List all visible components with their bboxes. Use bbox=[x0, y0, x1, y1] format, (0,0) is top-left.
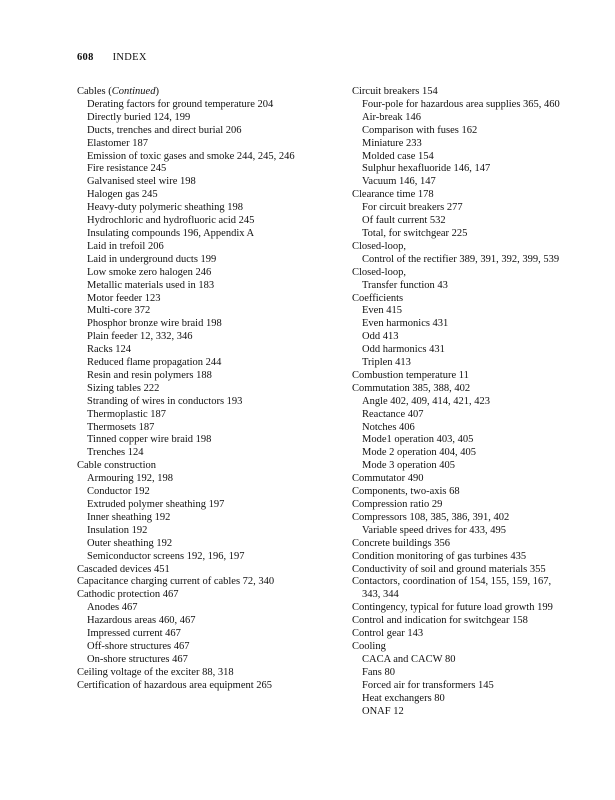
entry-text: Heat exchangers 80 bbox=[362, 692, 445, 704]
entry-text: Variable speed drives for 433, 495 bbox=[362, 524, 507, 536]
entry-text: Ducts, trenches and direct burial 206 bbox=[87, 124, 242, 136]
index-column-left bbox=[77, 86, 339, 693]
entry-text: Anodes 467 bbox=[87, 602, 138, 614]
index-subentry bbox=[77, 228, 339, 241]
entry-text: Sizing tables 222 bbox=[87, 382, 160, 394]
index-subentry bbox=[77, 112, 339, 125]
entry-text: Triplen 413 bbox=[362, 357, 411, 369]
index-subentry bbox=[352, 280, 567, 293]
entry-text: Closed-loop, bbox=[352, 240, 406, 252]
index-subentry bbox=[352, 163, 567, 176]
index-subentry bbox=[352, 151, 567, 164]
index-subentry bbox=[352, 357, 567, 370]
index-entry bbox=[352, 383, 567, 396]
index-entry bbox=[77, 667, 339, 680]
index-subentry bbox=[77, 344, 339, 357]
entry-text: Resin and resin polymers 188 bbox=[87, 369, 212, 381]
index-subentry bbox=[77, 241, 339, 254]
page-title: INDEX bbox=[112, 52, 147, 63]
index-subentry bbox=[77, 99, 339, 112]
index-subentry bbox=[352, 99, 567, 112]
entry-text: Control gear 143 bbox=[352, 628, 424, 640]
entry-text: ONAF 12 bbox=[362, 705, 404, 717]
entry-text: Impressed current 467 bbox=[87, 628, 181, 640]
entry-text: Off-shore structures 467 bbox=[87, 640, 190, 652]
entry-text: Racks 124 bbox=[87, 344, 132, 356]
index-subentry bbox=[77, 434, 339, 447]
entry-text: Total, for switchgear 225 bbox=[362, 227, 468, 239]
index-subentry bbox=[77, 615, 339, 628]
entry-text: Galvanised steel wire 198 bbox=[87, 176, 196, 188]
index-subentry bbox=[77, 331, 339, 344]
index-subentry bbox=[352, 138, 567, 151]
entry-text: Forced air for transformers 145 bbox=[362, 679, 494, 691]
index-entry bbox=[352, 576, 567, 602]
index-subentry bbox=[352, 305, 567, 318]
entry-text: Mode 2 operation 404, 405 bbox=[362, 447, 477, 459]
entry-text: Motor feeder 123 bbox=[87, 292, 161, 304]
entry-text: For circuit breakers 277 bbox=[362, 202, 463, 214]
continued-label: Continued bbox=[111, 86, 156, 97]
index-subentry bbox=[77, 628, 339, 641]
index-entry bbox=[77, 680, 339, 693]
index-subentry bbox=[352, 654, 567, 667]
index-subentry bbox=[352, 447, 567, 460]
entry-text: Even harmonics 431 bbox=[362, 318, 449, 330]
index-subentry bbox=[77, 254, 339, 267]
index-subentry bbox=[352, 176, 567, 189]
index-subentry bbox=[77, 499, 339, 512]
entry-text: On-shore structures 467 bbox=[87, 653, 188, 665]
index-entry bbox=[352, 628, 567, 641]
index-subentry bbox=[352, 228, 567, 241]
index-subentry bbox=[77, 422, 339, 435]
entry-suffix: ) bbox=[155, 86, 159, 97]
entry-text: Components, two-axis 68 bbox=[352, 486, 460, 498]
index-subentry bbox=[352, 434, 567, 447]
entry-text: Clearance time 178 bbox=[352, 189, 434, 201]
entry-text: Fire resistance 245 bbox=[87, 163, 167, 175]
index-subentry bbox=[77, 654, 339, 667]
entry-text: Control of the rectifier 389, 391, 392, 399, 539 bbox=[362, 253, 560, 265]
entry-text: Heavy-duty polymeric sheathing 198 bbox=[87, 202, 244, 214]
index-entry bbox=[352, 641, 567, 654]
entry-text: Reactance 407 bbox=[362, 408, 424, 420]
entry-text: Condition monitoring of gas turbines 435 bbox=[352, 550, 527, 562]
index-entry bbox=[352, 499, 567, 512]
index-entry bbox=[352, 486, 567, 499]
entry-text: Inner sheathing 192 bbox=[87, 511, 171, 523]
entry-text: Tinned copper wire braid 198 bbox=[87, 434, 212, 446]
index-entry bbox=[77, 564, 339, 577]
page-header bbox=[77, 52, 147, 63]
entry-text: Contactors, coordination of 154, 155, 159, 167, 343, 344 bbox=[352, 576, 552, 601]
entry-text: Halogen gas 245 bbox=[87, 189, 158, 201]
index-subentry bbox=[77, 512, 339, 525]
entry-text: Combustion temperature 11 bbox=[352, 369, 469, 381]
index-subentry bbox=[77, 641, 339, 654]
index-subentry bbox=[77, 280, 339, 293]
index-entry bbox=[352, 473, 567, 486]
entry-text: Commutation 385, 388, 402 bbox=[352, 382, 471, 394]
index-subentry bbox=[352, 525, 567, 538]
index-subentry bbox=[352, 254, 567, 267]
entry-text: Circuit breakers 154 bbox=[352, 86, 438, 97]
entry-text: Thermoplastic 187 bbox=[87, 408, 167, 420]
index-subentry bbox=[352, 202, 567, 215]
index-subentry bbox=[352, 215, 567, 228]
index-entry bbox=[77, 576, 339, 589]
entry-text: Emission of toxic gases and smoke 244, 245, 246 bbox=[87, 150, 295, 162]
entry-text: Fans 80 bbox=[362, 666, 395, 678]
entry-text: Directly buried 124, 199 bbox=[87, 111, 191, 123]
index-entry bbox=[352, 370, 567, 383]
index-subentry bbox=[352, 344, 567, 357]
index-subentry bbox=[77, 305, 339, 318]
index-subentry bbox=[77, 318, 339, 331]
entry-text: Comparison with fuses 162 bbox=[362, 124, 478, 136]
index-subentry bbox=[352, 667, 567, 680]
entry-text: Multi-core 372 bbox=[87, 305, 151, 317]
index-subentry bbox=[77, 293, 339, 306]
entry-text: Coefficients bbox=[352, 292, 404, 304]
entry-text: Even 415 bbox=[362, 305, 402, 317]
entry-text: Insulating compounds 196, Appendix A bbox=[87, 227, 255, 239]
index-entry bbox=[352, 241, 567, 254]
entry-text: Compression ratio 29 bbox=[352, 499, 443, 510]
entry-text: Notches 406 bbox=[362, 421, 415, 433]
index-subentry bbox=[77, 151, 339, 164]
entry-text: Ceiling voltage of the exciter 88, 318 bbox=[77, 666, 234, 678]
entry-text: Trenches 124 bbox=[87, 447, 144, 459]
entry-text: Hazardous areas 460, 467 bbox=[87, 615, 196, 627]
entry-text: Cascaded devices 451 bbox=[77, 563, 170, 575]
index-subentry bbox=[77, 189, 339, 202]
entry-text: Extruded polymer sheathing 197 bbox=[87, 499, 225, 510]
entry-text: Outer sheathing 192 bbox=[87, 537, 173, 549]
entry-text: Sulphur hexafluoride 146, 147 bbox=[362, 163, 491, 175]
index-subentry bbox=[77, 473, 339, 486]
index-subentry bbox=[77, 525, 339, 538]
index-subentry bbox=[77, 409, 339, 422]
entry-text: Control and indication for switchgear 158 bbox=[352, 615, 528, 627]
entry-text: Cooling bbox=[352, 640, 386, 652]
index-subentry bbox=[352, 422, 567, 435]
entry-text: Stranding of wires in conductors 193 bbox=[87, 395, 243, 407]
index-subentry bbox=[352, 112, 567, 125]
entry-text: Conductivity of soil and ground materials 355 bbox=[352, 563, 546, 575]
index-subentry bbox=[77, 486, 339, 499]
entry-text: Insulation 192 bbox=[87, 524, 148, 536]
entry-text: Air-break 146 bbox=[362, 111, 421, 123]
entry-text: Odd 413 bbox=[362, 331, 399, 343]
index-entry bbox=[352, 602, 567, 615]
entry-text: Phosphor bronze wire braid 198 bbox=[87, 318, 222, 330]
entry-text: Laid in underground ducts 199 bbox=[87, 253, 217, 265]
entry-text: Conductor 192 bbox=[87, 486, 150, 498]
entry-text: Cable construction bbox=[77, 460, 157, 472]
index-subentry bbox=[352, 693, 567, 706]
entry-text: Thermosets 187 bbox=[87, 421, 155, 433]
index-subentry bbox=[77, 538, 339, 551]
index-subentry bbox=[352, 409, 567, 422]
entry-text: Angle 402, 409, 414, 421, 423 bbox=[362, 395, 491, 407]
page-number: 608 bbox=[77, 52, 94, 63]
entry-text: Compressors 108, 385, 386, 391, 402 bbox=[352, 511, 510, 523]
entry-text: Vacuum 146, 147 bbox=[362, 176, 436, 188]
entry-text: Of fault current 532 bbox=[362, 215, 446, 227]
index-subentry bbox=[77, 370, 339, 383]
entry-text: Contingency, typical for future load growth 199 bbox=[352, 602, 553, 614]
entry-text: Certification of hazardous area equipment 265 bbox=[77, 679, 273, 691]
index-column-right bbox=[352, 86, 567, 718]
index-subentry bbox=[352, 396, 567, 409]
index-subentry bbox=[77, 125, 339, 138]
entry-text: Molded case 154 bbox=[362, 150, 434, 162]
index-entry bbox=[352, 86, 567, 99]
index-subentry bbox=[77, 176, 339, 189]
entry-text: Hydrochloric and hydrofluoric acid 245 bbox=[87, 215, 255, 227]
index-entry bbox=[352, 189, 567, 202]
entry-text: Miniature 233 bbox=[362, 137, 422, 149]
index-subentry bbox=[352, 460, 567, 473]
index-entry bbox=[77, 86, 339, 99]
index-entry bbox=[352, 538, 567, 551]
entry-text: Closed-loop, bbox=[352, 266, 406, 278]
index-subentry bbox=[352, 680, 567, 693]
entry-text: Plain feeder 12, 332, 346 bbox=[87, 331, 193, 343]
entry-text: Reduced flame propagation 244 bbox=[87, 357, 222, 369]
index-subentry bbox=[77, 551, 339, 564]
entry-text: Elastomer 187 bbox=[87, 137, 148, 149]
entry-text: Cathodic protection 467 bbox=[77, 589, 179, 601]
entry-text: Metallic materials used in 183 bbox=[87, 279, 215, 291]
entry-text: Four-pole for hazardous area supplies 365, 460 bbox=[362, 98, 560, 110]
index-subentry bbox=[77, 447, 339, 460]
index-subentry bbox=[352, 331, 567, 344]
entry-text: Mode 3 operation 405 bbox=[362, 460, 456, 472]
entry-text: Low smoke zero halogen 246 bbox=[87, 266, 212, 278]
index-entry bbox=[77, 589, 339, 602]
entry-text: CACA and CACW 80 bbox=[362, 653, 456, 665]
entry-text: Concrete buildings 356 bbox=[352, 537, 450, 549]
entry-text: Semiconductor screens 192, 196, 197 bbox=[87, 550, 245, 562]
index-entry bbox=[352, 293, 567, 306]
entry-text: Mode1 operation 403, 405 bbox=[362, 434, 474, 446]
entry-text: Derating factors for ground temperature 204 bbox=[87, 98, 274, 110]
index-subentry bbox=[77, 215, 339, 228]
index-subentry bbox=[77, 357, 339, 370]
index-subentry bbox=[77, 202, 339, 215]
index-entry bbox=[352, 615, 567, 628]
index-entry bbox=[352, 551, 567, 564]
entry-text: Cables ( bbox=[77, 86, 112, 97]
index-subentry bbox=[352, 318, 567, 331]
index-entry bbox=[352, 512, 567, 525]
index-entry bbox=[352, 564, 567, 577]
index-subentry bbox=[352, 125, 567, 138]
index-subentry bbox=[77, 163, 339, 176]
index-subentry bbox=[352, 706, 567, 719]
index-entry bbox=[77, 460, 339, 473]
entry-text: Capacitance charging current of cables 72, 340 bbox=[77, 576, 275, 588]
entry-text: Laid in trefoil 206 bbox=[87, 240, 164, 252]
index-entry bbox=[352, 267, 567, 280]
index-subentry bbox=[77, 267, 339, 280]
entry-text: Odd harmonics 431 bbox=[362, 344, 445, 356]
index-subentry bbox=[77, 138, 339, 151]
entry-text: Armouring 192, 198 bbox=[87, 473, 174, 485]
entry-text: Transfer function 43 bbox=[362, 279, 448, 291]
index-subentry bbox=[77, 383, 339, 396]
entry-text: Commutator 490 bbox=[352, 473, 424, 485]
index-subentry bbox=[77, 602, 339, 615]
index-subentry bbox=[77, 396, 339, 409]
